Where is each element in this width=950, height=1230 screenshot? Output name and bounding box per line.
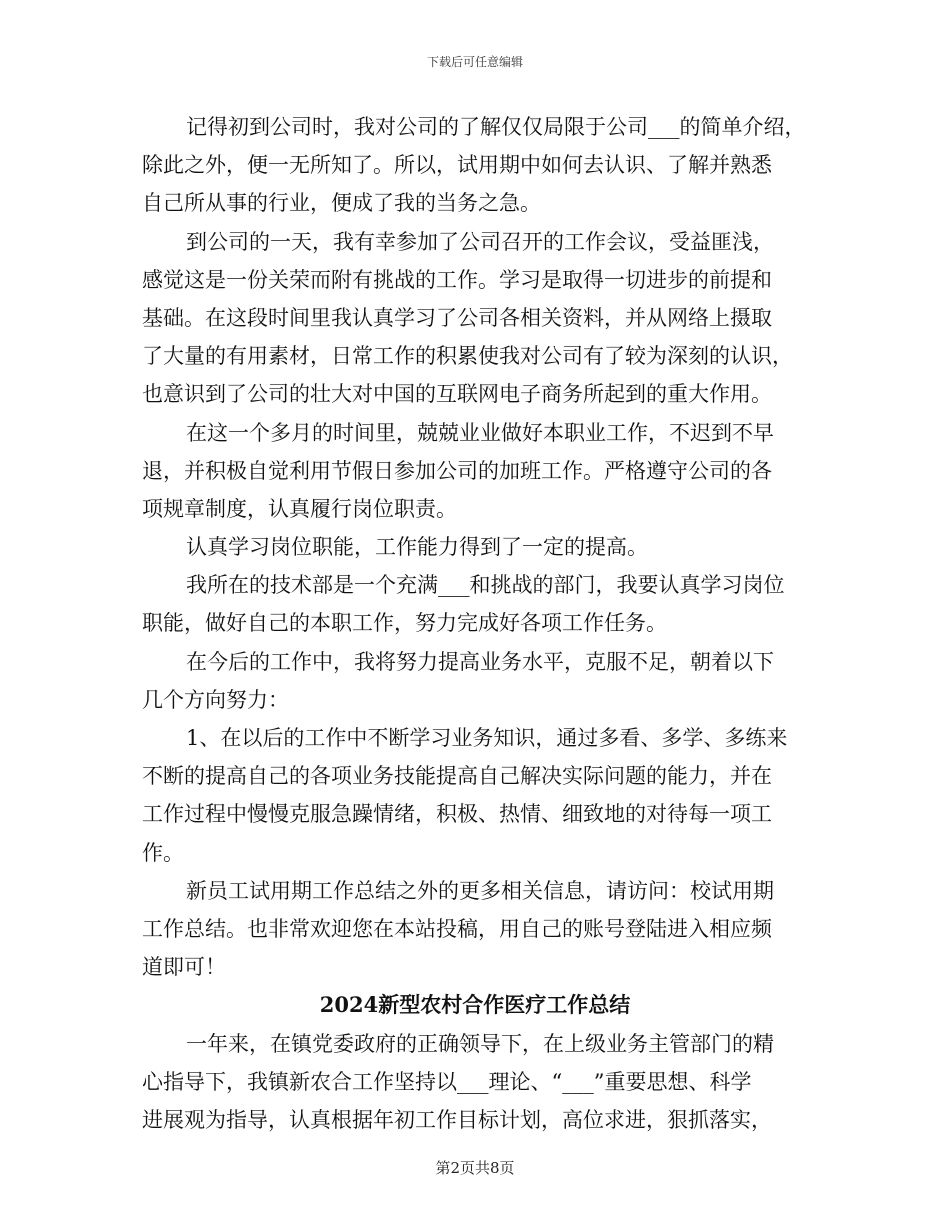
text-line: 退，并积极自觉利用节假日参加公司的加班工作。严格遵守公司的各 [142,458,772,483]
text-line: 基础。在这段时间里我认真学习了公司各相关资料，并从网络上摄取 [142,305,772,330]
text-line: 在今后的工作中，我将努力提高业务水平，克服不足，朝着以下 [186,649,774,674]
text-line: 道即可！ [142,955,226,980]
text-line: 进展观为指导，认真根据年初工作目标计划，高位求进，狠抓落实， [142,1107,772,1132]
text-line: 到公司的一天，我有幸参加了公司召开的工作会议，受益匪浅， [186,229,774,254]
text-line: 几个方向努力： [142,687,289,712]
text-line: 我所在的技术部是一个充满___和挑战的部门，我要认真学习岗位 [186,573,785,598]
text-line: 除此之外，便一无所知了。所以，试用期中如何去认识、了解并熟悉 [142,153,772,178]
text-line: 在这一个多月的时间里，兢兢业业做好本职业工作，不迟到不早 [186,420,774,445]
text-line: 了大量的有用素材，日常工作的积累使我对公司有了较为深刻的认识， [142,344,793,369]
text-line: 也意识到了公司的壮大对中国的互联网电子商务所起到的重大作用。 [142,382,772,407]
text-line: 心指导下，我镇新农合工作坚持以___理论、“___”重要思想、科学 [142,1069,752,1094]
text-line: 1、在以后的工作中不断学习业务知识，通过多看、多学、多练来 [186,726,788,750]
text-line: 自己所从事的行业，便成了我的当务之急。 [142,191,541,216]
section-title: 2024新型农村合作医疗工作总结 [319,992,631,1018]
text-line: 项规章制度，认真履行岗位职责。 [142,496,457,521]
text-line: 工作过程中慢慢克服急躁情绪，积极、热情、细致地的对待每一项工 [142,802,772,827]
text-line: 记得初到公司时，我对公司的了解仅仅局限于公司___的简单介绍， [186,115,806,139]
page-footer: 第2页共8页 [435,1159,515,1177]
text-line: 感觉这是一份关荣而附有挑战的工作。学习是取得一切进步的前提和 [142,267,772,292]
text-line: 工作总结。也非常欢迎您在本站投稿，用自己的账号登陆进入相应频 [142,916,772,941]
text-line: 一年来，在镇党委政府的正确领导下，在上级业务主管部门的精 [186,1031,774,1056]
text-line: 不断的提高自己的各项业务技能提高自己解决实际问题的能力，并在 [142,764,772,789]
page-header: 下载后可任意编辑 [426,55,523,69]
text-line: 职能，做好自己的本职工作，努力完成好各项工作任务。 [142,611,667,636]
text-line: 作。 [142,840,184,865]
text-line: 认真学习岗位职能，工作能力得到了一定的提高。 [186,535,648,560]
document-body [142,108,808,1139]
text-line: 新员工试用期工作总结之外的更多相关信息，请访问：校试用期 [186,878,774,903]
